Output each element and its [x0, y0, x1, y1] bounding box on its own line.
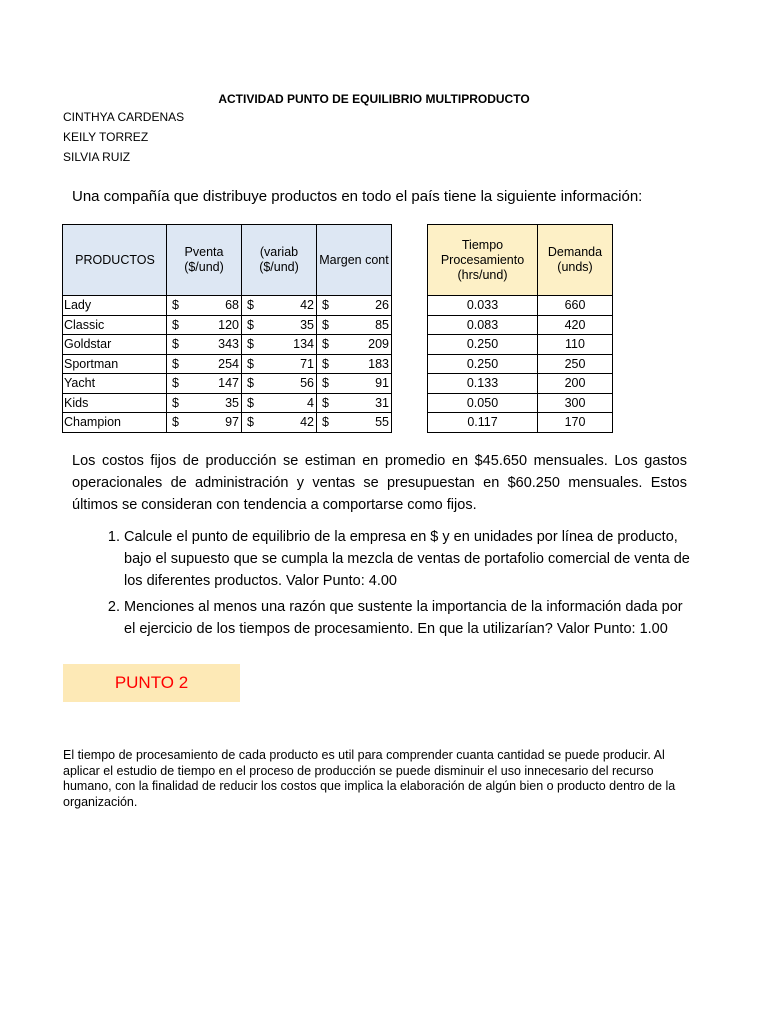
question-item: 1. Calcule el punto de equilibrio de la empresa en $ y en unidades por línea de producto, bajo el supuesto que se cumpla la mezcla de ventas de portafolio comercial de venta de los diferentes productos. Valor Punto: 4.00 [124, 526, 692, 592]
author-name: SILVIA RUIZ [63, 150, 131, 164]
money-cell [242, 296, 317, 316]
currency-sign: $ [322, 337, 329, 352]
tiempo-value: 0.050 [428, 393, 538, 413]
demanda-value: 300 [538, 393, 613, 413]
column-header: Margen cont [317, 225, 392, 296]
pventa-value: 68 [225, 298, 239, 313]
fixed-costs-paragraph: Los costos fijos de producción se estiman en promedio en $45.650 mensuales. Los gastos operacionales de administración y ventas se presupuestan en $60.250 mensuales. Estos últimos se consideran con tendencia a comportarse como fijos. [72, 453, 687, 513]
punto-label: PUNTO 2 [63, 664, 240, 702]
column-header: (variab ($/und) [242, 225, 317, 296]
tiempo-value: 0.083 [428, 315, 538, 335]
column-header: PRODUCTOS [63, 225, 167, 296]
column-header: Demanda (unds) [538, 225, 613, 296]
currency-sign: $ [322, 317, 329, 332]
demanda-value: 170 [538, 413, 613, 433]
money-cell [167, 393, 242, 413]
product-name: Classic [63, 315, 167, 335]
currency-sign: $ [247, 376, 254, 391]
margen-value: 31 [375, 395, 389, 410]
money-cell [317, 393, 392, 413]
table-row [63, 315, 392, 335]
currency-sign: $ [172, 376, 179, 391]
product-name: Champion [63, 413, 167, 433]
currency-sign: $ [322, 395, 329, 410]
currency-sign: $ [322, 415, 329, 430]
table-row [428, 354, 613, 374]
variab-value: 71 [300, 356, 314, 371]
currency-sign: $ [247, 337, 254, 352]
intro-text: Una compañía que distribuye productos en todo el país tiene la siguiente información: [72, 188, 643, 205]
margen-value: 183 [368, 356, 389, 371]
currency-sign: $ [172, 337, 179, 352]
demanda-value: 420 [538, 315, 613, 335]
currency-sign: $ [172, 356, 179, 371]
product-name: Yacht [63, 374, 167, 394]
table-row [63, 393, 392, 413]
pventa-value: 97 [225, 415, 239, 430]
money-cell [317, 335, 392, 355]
currency-sign: $ [247, 415, 254, 430]
column-header: Pventa ($/und) [167, 225, 242, 296]
money-cell [242, 413, 317, 433]
currency-sign: $ [172, 395, 179, 410]
pventa-value: 343 [218, 337, 239, 352]
pventa-value: 254 [218, 356, 239, 371]
money-cell [317, 413, 392, 433]
margen-value: 91 [375, 376, 389, 391]
currency-sign: $ [322, 356, 329, 371]
variab-value: 35 [300, 317, 314, 332]
pventa-value: 35 [225, 395, 239, 410]
demanda-value: 250 [538, 354, 613, 374]
currency-sign: $ [172, 415, 179, 430]
money-cell [242, 393, 317, 413]
money-cell [242, 354, 317, 374]
margen-value: 26 [375, 298, 389, 313]
money-cell [242, 315, 317, 335]
author-name: KEILY TORREZ [63, 130, 149, 144]
money-cell [167, 335, 242, 355]
money-cell [167, 354, 242, 374]
tiempo-value: 0.250 [428, 354, 538, 374]
money-cell [317, 354, 392, 374]
column-header: Tiempo Procesamiento (hrs/und) [428, 225, 538, 296]
tiempo-value: 0.250 [428, 335, 538, 355]
variab-value: 56 [300, 376, 314, 391]
pventa-value: 120 [218, 317, 239, 332]
table-row [428, 413, 613, 433]
product-name: Sportman [63, 354, 167, 374]
demanda-value: 660 [538, 296, 613, 316]
product-name: Lady [63, 296, 167, 316]
margen-value: 85 [375, 317, 389, 332]
product-name: Kids [63, 393, 167, 413]
table-row [63, 335, 392, 355]
table-row [63, 374, 392, 394]
table-row [63, 354, 392, 374]
money-cell [167, 296, 242, 316]
processing-time-table [427, 224, 613, 433]
currency-sign: $ [172, 298, 179, 313]
money-cell [167, 315, 242, 335]
money-cell [317, 296, 392, 316]
money-cell [317, 374, 392, 394]
questions-list [72, 526, 692, 644]
money-cell [167, 413, 242, 433]
question-item: 2. Menciones al menos una razón que sustente la importancia de la información dada por el ejercicio de los tiempos de procesamiento. En que la utilizarían? Valor Punto: 1.00 [124, 596, 692, 640]
document-title: ACTIVIDAD PUNTO DE EQUILIBRIO MULTIPRODUCTO [218, 92, 530, 106]
tiempo-value: 0.117 [428, 413, 538, 433]
currency-sign: $ [247, 356, 254, 371]
pventa-value: 147 [218, 376, 239, 391]
table-row [428, 393, 613, 413]
currency-sign: $ [322, 376, 329, 391]
currency-sign: $ [247, 395, 254, 410]
tiempo-value: 0.033 [428, 296, 538, 316]
tiempo-value: 0.133 [428, 374, 538, 394]
currency-sign: $ [247, 298, 254, 313]
money-cell [242, 335, 317, 355]
author-name: CINTHYA CARDENAS [63, 110, 185, 124]
money-cell [317, 315, 392, 335]
table-row [428, 315, 613, 335]
product-name: Goldstar [63, 335, 167, 355]
variab-value: 42 [300, 415, 314, 430]
margen-value: 55 [375, 415, 389, 430]
money-cell [242, 374, 317, 394]
answer-text: El tiempo de procesamiento de cada producto es util para comprender cuanta cantidad se puede producir. Al aplicar el estudio de tiempo en el proceso de producción se puede disminuir el uso innecesario del recurso humano, con la finalidad de reducir los costos que implica la elaboración de algún bien o producto dentro de la organización. [63, 748, 676, 809]
variab-value: 4 [307, 395, 314, 410]
demanda-value: 200 [538, 374, 613, 394]
table-row [428, 335, 613, 355]
table-row [63, 296, 392, 316]
table-row [63, 413, 392, 433]
demanda-value: 110 [538, 335, 613, 355]
table-row [428, 296, 613, 316]
currency-sign: $ [172, 317, 179, 332]
variab-value: 134 [293, 337, 314, 352]
money-cell [167, 374, 242, 394]
currency-sign: $ [247, 317, 254, 332]
products-table [62, 224, 392, 433]
table-row [428, 374, 613, 394]
currency-sign: $ [322, 298, 329, 313]
variab-value: 42 [300, 298, 314, 313]
margen-value: 209 [368, 337, 389, 352]
